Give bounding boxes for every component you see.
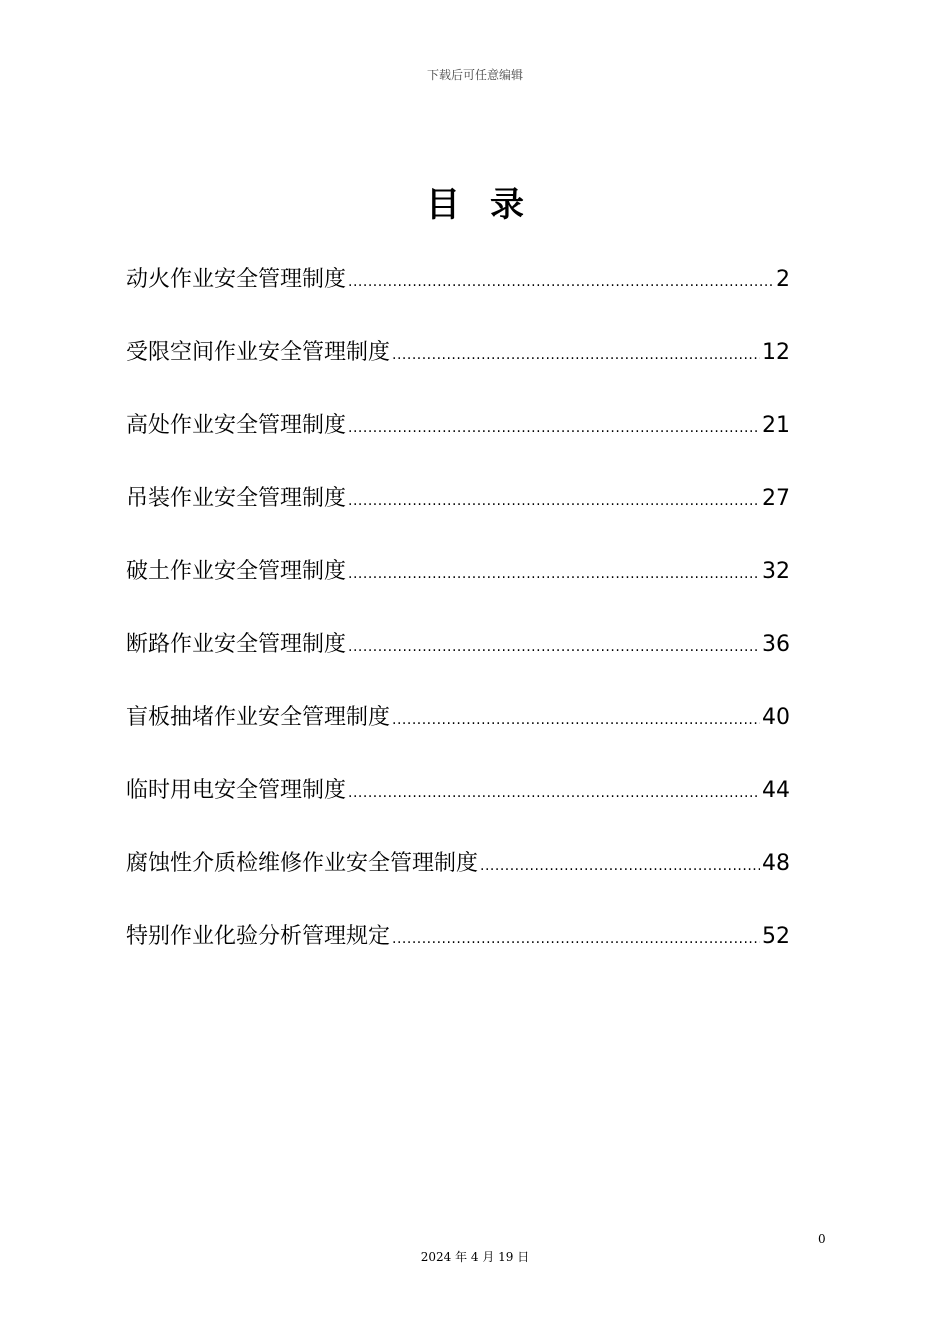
toc-entry-page: 52 <box>762 924 790 949</box>
toc-entry[interactable] <box>126 477 790 550</box>
toc-entry-title: 临时用电安全管理制度 <box>126 778 347 803</box>
toc-dot-leader <box>392 698 760 742</box>
toc-entry-page: 12 <box>762 340 790 365</box>
toc-entry-page: 2 <box>776 267 790 292</box>
toc-entry-page: 48 <box>762 851 790 876</box>
toc-dot-leader <box>348 406 760 450</box>
toc-entry[interactable] <box>126 550 790 623</box>
page-number: 0 <box>818 1232 826 1246</box>
toc-entry-title: 断路作业安全管理制度 <box>126 632 347 657</box>
toc-dot-leader <box>348 625 760 669</box>
toc-entry[interactable] <box>126 769 790 842</box>
toc-dot-leader <box>348 771 760 815</box>
toc-entry-page: 36 <box>762 632 790 657</box>
toc-dot-leader <box>480 844 760 888</box>
toc-entry[interactable] <box>126 842 790 915</box>
toc-entry-title: 破土作业安全管理制度 <box>126 559 347 584</box>
toc-entry-title: 受限空间作业安全管理制度 <box>126 340 391 365</box>
toc-entry[interactable] <box>126 915 790 988</box>
footer-date: 2024 年 4 月 19 日 <box>420 1250 530 1264</box>
toc-entry[interactable] <box>126 696 790 769</box>
toc-entry-title: 特别作业化验分析管理规定 <box>126 924 391 949</box>
toc-entry-page: 40 <box>762 705 790 730</box>
toc-entry-title: 动火作业安全管理制度 <box>126 267 347 292</box>
toc-entry-title: 吊装作业安全管理制度 <box>126 486 347 511</box>
toc-entry-title: 盲板抽堵作业安全管理制度 <box>126 705 391 730</box>
toc-dot-leader <box>348 260 774 304</box>
toc-list <box>126 258 790 988</box>
toc-entry[interactable] <box>126 404 790 477</box>
toc-dot-leader <box>392 333 760 377</box>
toc-entry-page: 44 <box>762 778 790 803</box>
toc-entry-page: 32 <box>762 559 790 584</box>
toc-entry-page: 21 <box>762 413 790 438</box>
toc-dot-leader <box>348 479 760 523</box>
toc-dot-leader <box>348 552 760 596</box>
header-note: 下载后可任意编辑 <box>426 68 523 82</box>
toc-entry-title: 高处作业安全管理制度 <box>126 413 347 438</box>
toc-entry[interactable] <box>126 258 790 331</box>
toc-entry[interactable] <box>126 331 790 404</box>
toc-dot-leader <box>392 917 760 961</box>
toc-entry-page: 27 <box>762 486 790 511</box>
toc-entry-title: 腐蚀性介质检维修作业安全管理制度 <box>126 851 479 876</box>
toc-title: 目录 <box>426 185 554 225</box>
toc-entry[interactable] <box>126 623 790 696</box>
